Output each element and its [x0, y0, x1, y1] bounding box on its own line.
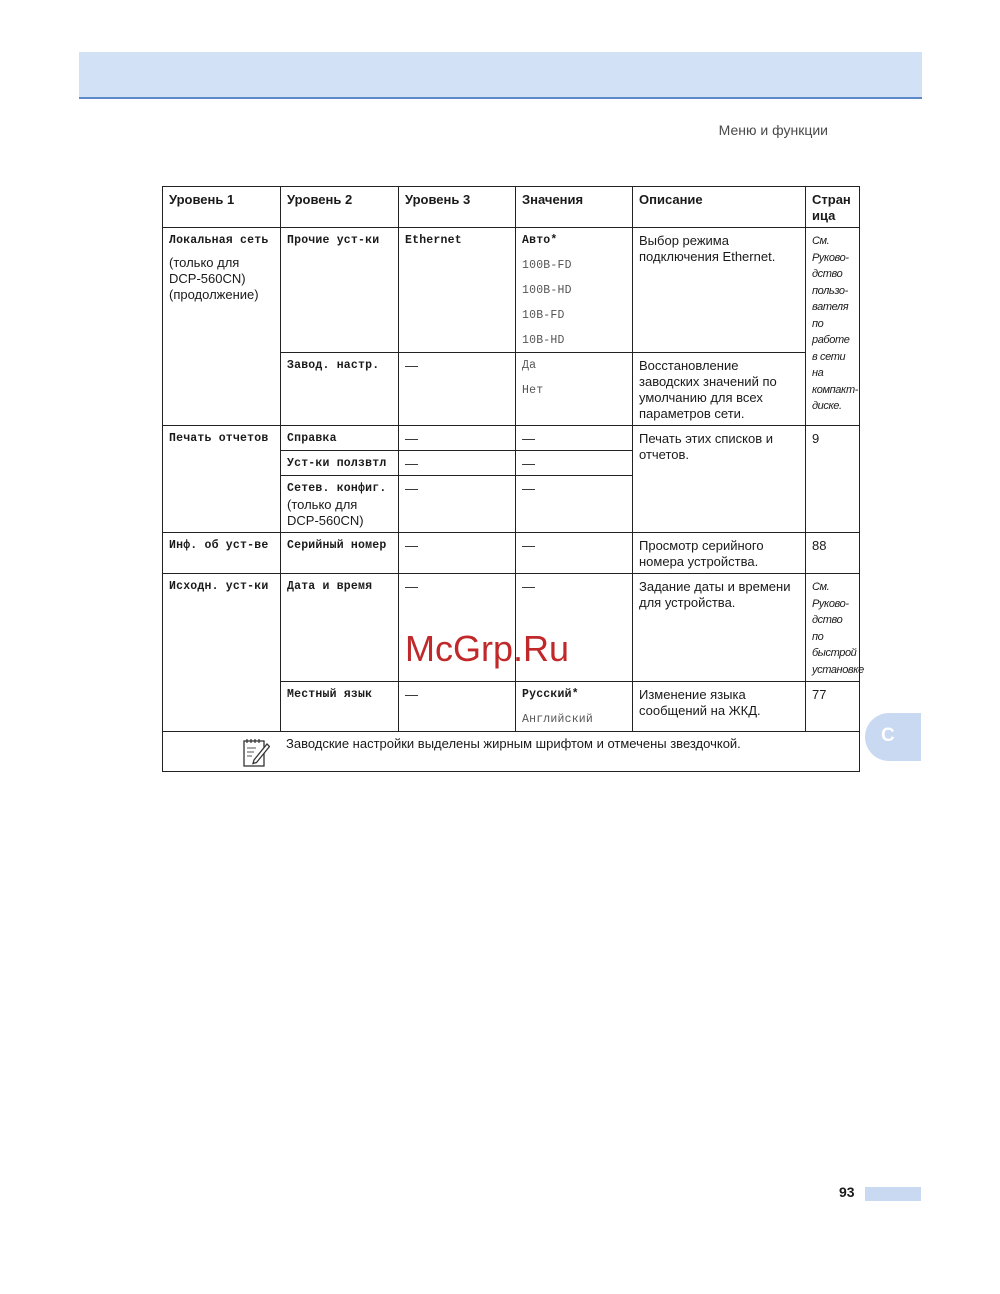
lan-factory-level2: Завод. настр. — [281, 353, 399, 426]
note-cell — [163, 732, 860, 772]
header-level3: Уровень 3 — [399, 187, 516, 228]
value-item: Да — [522, 359, 537, 372]
note-text: Заводские настройки выделены жирным шрифтом и отмечены звездочкой. — [286, 736, 741, 751]
value-item: 10B-FD — [522, 309, 565, 322]
reports-value: — — [516, 476, 633, 533]
setup-datetime-level2: Дата и время — [281, 574, 399, 682]
table-header-row — [163, 187, 860, 228]
reports-value: — — [516, 451, 633, 476]
header-level1: Уровень 1 — [163, 187, 281, 228]
reports-level3: — — [399, 451, 516, 476]
reports-level2-note: (только для DCP-560CN) — [287, 497, 364, 528]
lan-page: См. Руково-дство пользо-вателя по работе в сети на компакт-диске. — [806, 228, 860, 426]
value-item: Авто* — [522, 234, 558, 247]
setup-language-level2: Местный язык — [281, 682, 399, 732]
reports-level3: — — [399, 476, 516, 533]
lan-factory-values — [516, 353, 633, 426]
info-page: 88 — [806, 533, 860, 574]
setup-datetime-level3: — — [399, 574, 516, 682]
info-value: — — [516, 533, 633, 574]
lan-factory-description: Восстановление заводских значений по умолчанию для всех параметров сети. — [633, 353, 806, 426]
value-item: 10B-HD — [522, 334, 565, 347]
header-description: Описание — [633, 187, 806, 228]
menu-table — [162, 186, 864, 772]
reports-value: — — [516, 426, 633, 451]
page-number: 93 — [839, 1184, 855, 1200]
value-item: Нет — [522, 384, 544, 397]
info-level2: Серийный номер — [281, 533, 399, 574]
lan-ethernet-level2: Прочие уст-ки — [281, 228, 399, 353]
reports-level2: Справка — [281, 426, 399, 451]
setup-datetime-description: Задание даты и времени для устройства. — [633, 574, 806, 682]
value-item: Английский — [522, 713, 594, 726]
value-item: Русский* — [522, 688, 579, 701]
lan-level1: Локальная сеть — [169, 234, 269, 247]
setup-language-level3: — — [399, 682, 516, 732]
info-description: Просмотр серийного номера устройства. — [633, 533, 806, 574]
reports-network-cell — [281, 476, 399, 533]
header-values: Значения — [516, 187, 633, 228]
setup-datetime-page: См. Руково-дство по быстрой установке — [806, 574, 860, 682]
reports-page: 9 — [806, 426, 860, 533]
lan-level1-cell — [163, 228, 281, 426]
setup-language-page: 77 — [806, 682, 860, 732]
note-pencil-icon — [242, 738, 270, 768]
lan-ethernet-description: Выбор режима подключения Ethernet. — [633, 228, 806, 353]
header-band — [79, 52, 922, 99]
lan-factory-level3: — — [399, 353, 516, 426]
reports-level2: Уст-ки ползвтл — [281, 451, 399, 476]
header-page: Стран ица — [806, 187, 860, 228]
chapter-tab[interactable] — [865, 713, 921, 761]
setup-level1: Исходн. уст-ки — [163, 574, 281, 732]
info-level1: Инф. об уст-ве — [163, 533, 281, 574]
table-row — [163, 426, 860, 451]
note-row — [163, 732, 860, 772]
value-item: 100B-FD — [522, 259, 572, 272]
info-level3: — — [399, 533, 516, 574]
lan-ethernet-level3: Ethernet — [399, 228, 516, 353]
lan-level1-note: (только для DCP-560CN) (продолжение) — [169, 255, 259, 302]
reports-level3: — — [399, 426, 516, 451]
setup-language-values — [516, 682, 633, 732]
setup-datetime-value: — — [516, 574, 633, 682]
chapter-tab-label: C — [881, 725, 895, 746]
table-row — [163, 228, 860, 353]
table-row — [163, 533, 860, 574]
lan-ethernet-values — [516, 228, 633, 353]
section-title: Меню и функции — [718, 122, 828, 138]
header-level2: Уровень 2 — [281, 187, 399, 228]
page-number-bar — [865, 1187, 921, 1201]
reports-description: Печать этих списков и отчетов. — [633, 426, 806, 533]
value-item: 100B-HD — [522, 284, 572, 297]
reports-level1: Печать отчетов — [163, 426, 281, 533]
setup-language-description: Изменение языка сообщений на ЖКД. — [633, 682, 806, 732]
watermark: McGrp.Ru — [405, 628, 570, 669]
reports-level2: Сетев. конфиг. — [287, 482, 387, 495]
